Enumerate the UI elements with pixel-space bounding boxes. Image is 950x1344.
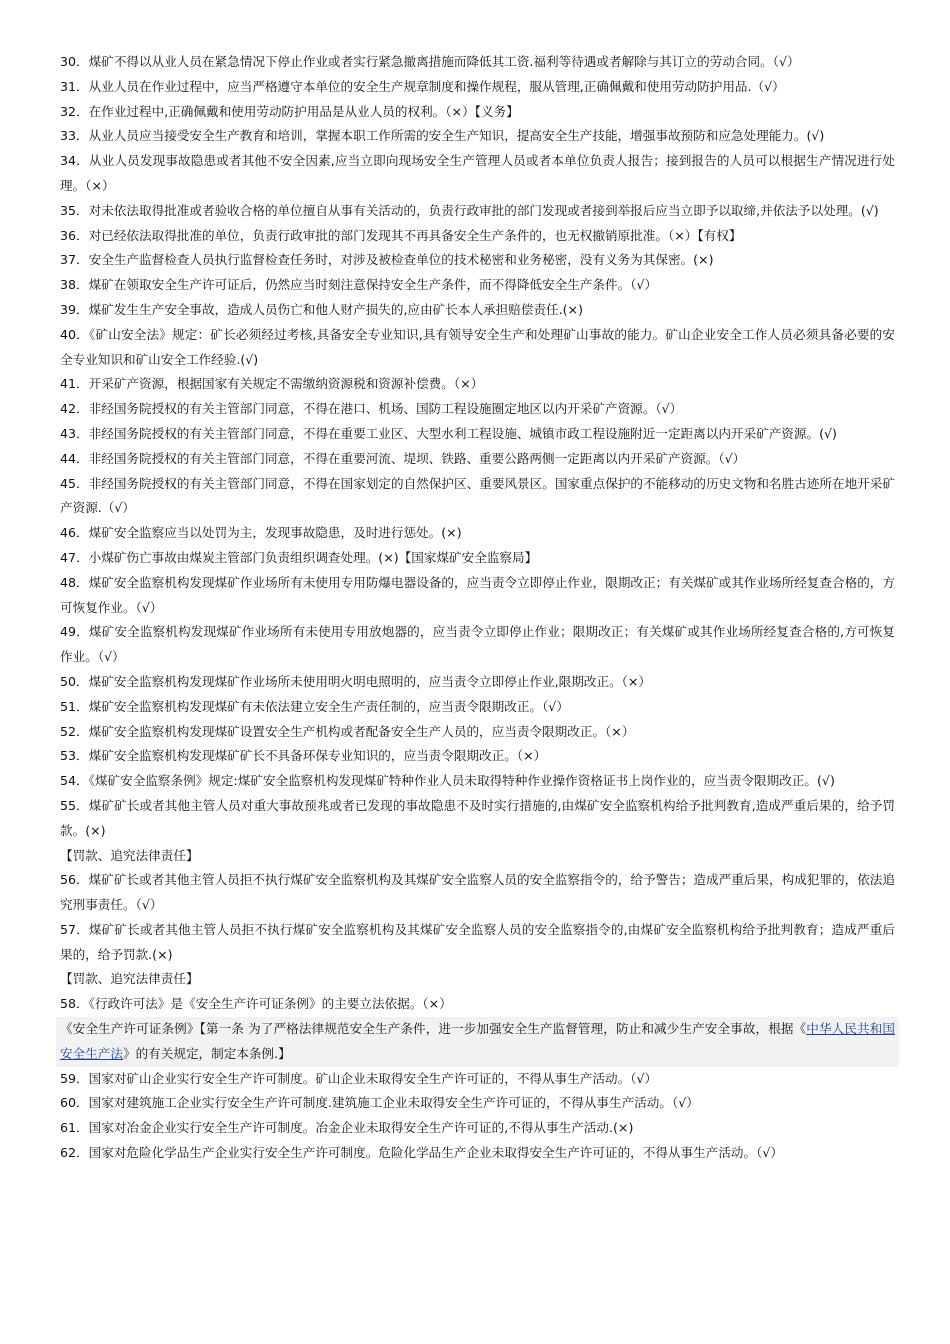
question-text: ．煤矿在领取安全生产许可证后，仍然应当时刻注意保持安全生产条件，而不得降低安全生产条件。（√）: [76, 277, 658, 293]
question-text: ．煤矿不得以从业人员在紧急情况下停止作业或者实行紧急撤离措施而降低其工资.福利等待遇或者解除与其订立的劳动合同。（√）: [76, 54, 800, 69]
question-text: ．《矿山安全法》规定：矿长必须经过考核,具备安全专业知识,具有领导安全生产和处理矿山事故的能力。矿山企业安全工作人员必须具备必要的安全专业知识和矿山安全工作经验.(√): [60, 326, 895, 367]
question-text: ．煤矿矿长或者其他主管人员拒不执行煤矿安全监察机构及其煤矿安全监察人员的安全监察指令的,由煤矿安全监察机构给予批判教育；造成严重后果的，给予罚款.(×): [60, 921, 895, 962]
question-text: ．煤矿安全监察机构发现煤矿设置安全生产机构或者配备安全生产人员的，应当责令限期改正。（×）: [76, 723, 635, 739]
question-list-continued: [60, 1067, 895, 1166]
question-item: [60, 248, 895, 273]
question-item: [60, 670, 895, 695]
question-number: 30: [60, 54, 77, 69]
question-item: [60, 298, 895, 323]
question-item: [60, 1141, 895, 1166]
question-number: 40: [60, 326, 77, 342]
question-text: ．对已经依法取得批准的单位，负责行政审批的部门发现其不再具备安全生产条件的，也无权撤销原批准。（×）【有权】: [76, 227, 742, 243]
question-item: [60, 571, 895, 621]
question-text: ．煤矿安全监察机构发现煤矿矿长不具备环保专业知识的，应当责令限期改正。（×）: [76, 748, 547, 764]
question-item: [60, 199, 895, 224]
question-item: [60, 1116, 895, 1141]
question-number: 51: [60, 698, 77, 714]
question-item: [60, 422, 895, 447]
question-number: 46: [60, 525, 77, 541]
question-text: ．非经国务院授权的有关主管部门同意，不得在重要工业区、大型水利工程设施、城镇市政工程设施附近一定距离以内开采矿产资源。(√): [76, 425, 837, 441]
question-item: [60, 224, 895, 249]
question-item: [60, 992, 895, 1017]
question-number: 38: [60, 277, 77, 293]
question-item: [60, 100, 895, 125]
question-number: 59: [60, 1070, 77, 1086]
question-text: ．国家对矿山企业实行安全生产许可制度。矿山企业未取得安全生产许可证的，不得从事生产活动。（√）: [76, 1070, 658, 1086]
question-item: [60, 769, 895, 794]
question-number: 31: [60, 78, 77, 94]
document-page: [60, 50, 895, 1166]
question-item: [60, 397, 895, 422]
question-text: ．非经国务院授权的有关主管部门同意，不得在国家划定的自然保护区、重要风景区。国家重点保护的不能移动的历史文物和名胜古迹所在地开采矿产资源.（√）: [60, 475, 895, 516]
question-text: ．非经国务院授权的有关主管部门同意，不得在重要河流、堤坝、铁路、重要公路两侧一定距离以内开采矿产资源。（√）: [76, 450, 746, 466]
question-text: ．煤矿安全监察机构发现煤矿作业场所有未使用专用防爆电器设备的，应当责令立即停止作业，限期改正；有关煤矿或其作业场所经复查合格的，方可恢复作业。（√）: [60, 574, 895, 615]
question-number: 52: [60, 723, 77, 739]
note-text-after: 》的有关规定，制定本条例.】: [122, 1045, 291, 1061]
question-number: 50: [60, 673, 77, 689]
question-item: [60, 273, 895, 298]
question-item: [60, 918, 895, 968]
question-text: ．从业人员在作业过程中，应当严格遵守本单位的安全生产规章制度和操作规程，服从管理,正确佩戴和使用劳动防护用品.（√）: [76, 78, 785, 94]
question-number: 43: [60, 425, 77, 441]
question-text: ．对未依法取得批准或者验收合格的单位擅自从事有关活动的，负责行政审批的部门发现或者接到举报后应当立即予以取缔,并依法予以处理。(√): [76, 202, 879, 218]
question-text: ．煤矿安全监察应当以处罚为主，发现事故隐患，及时进行惩处。(×): [76, 525, 462, 541]
question-text: ．从业人员发现事故隐患或者其他不安全因素,应当立即向现场安全生产管理人员或者本单位负责人报告；接到报告的人员可以根据生产情况进行处理。（×）: [60, 153, 895, 193]
question-item: [60, 50, 895, 75]
question-number: 53: [60, 748, 77, 764]
question-item: [60, 521, 895, 546]
question-number: 36: [60, 227, 77, 243]
question-text: ．国家对危险化学品生产企业实行安全生产许可制度。危险化学品生产企业未取得安全生产许可证的，不得从事生产活动。（√）: [76, 1145, 784, 1161]
question-text: ．《煤矿安全监察条例》规定:煤矿安全监察机构发现煤矿特种作业人员未取得特种作业操作资格证书上岗作业的，应当责令限期改正。(√): [76, 773, 835, 789]
question-number: 55: [60, 797, 77, 813]
answer-note: [60, 967, 895, 992]
question-number: 49: [60, 624, 77, 640]
question-item: [60, 447, 895, 472]
question-item: [60, 323, 895, 373]
question-number: 62: [60, 1145, 77, 1161]
question-text: ．《行政许可法》是《安全生产许可证条例》的主要立法依据。（×）: [76, 996, 452, 1012]
question-item: [60, 124, 895, 149]
question-text: ．小煤矿伤亡事故由煤炭主管部门负责组织调查处理。(×)【国家煤矿安全监察局】: [76, 549, 538, 565]
question-text: ．煤矿安全监察机构发现煤矿作业场所未使用明火明电照明的，应当责令立即停止作业,限期改正。（×）: [76, 673, 652, 689]
question-number: 37: [60, 252, 77, 268]
question-number: 58: [60, 996, 77, 1012]
question-number: 44: [60, 450, 77, 466]
question-text: ．非经国务院授权的有关主管部门同意，不得在港口、机场、国防工程设施圈定地区以内开采矿产资源。（√）: [76, 401, 683, 417]
question-number: 57: [60, 921, 77, 937]
question-number: 56: [60, 872, 77, 888]
question-text: ．煤矿安全监察机构发现煤矿有未依法建立安全生产责任制的，应当责令限期改正。（√）: [76, 698, 569, 714]
question-number: 48: [60, 574, 77, 590]
question-item: [60, 472, 895, 522]
law-link[interactable]: 中华人民共和国安全生产法: [60, 1021, 895, 1061]
note-text-before: 《安全生产许可证条例》【第一条 为了严格法律规范安全生产条件，进一步加强安全生产监督管理，防止和减少生产安全事故，根据《: [60, 1021, 807, 1037]
question-number: 41: [60, 376, 77, 392]
answer-note: [60, 844, 895, 869]
answer-note-text: 【罚款、追究法律责任】: [60, 847, 199, 863]
question-item: [60, 620, 895, 670]
question-text: ．安全生产监督检查人员执行监督检查任务时，对涉及被检查单位的技术秘密和业务秘密，没有义务为其保密。(×): [76, 252, 714, 268]
question-number: 33: [60, 128, 77, 144]
question-text: ．从业人员应当接受安全生产教育和培训，掌握本职工作所需的安全生产知识，提高安全生产技能，增强事故预防和应急处理能力。(√): [76, 128, 825, 144]
question-item: [60, 75, 895, 100]
question-number: 60: [60, 1095, 77, 1111]
question-number: 61: [60, 1120, 77, 1136]
question-item: [60, 868, 895, 918]
question-item: [60, 695, 895, 720]
question-text: ．开采矿产资源，根据国家有关规定不需缴纳资源税和资源补偿费。（×）: [76, 376, 484, 392]
question-text: ．煤矿矿长或者其他主管人员对重大事故预兆或者已发现的事故隐患不及时实行措施的,由煤矿安全监察机构给予批判教育,造成严重后果的，给予罚款。(×): [60, 797, 895, 838]
question-number: 32: [60, 103, 77, 119]
answer-note-text: 【罚款、追究法律责任】: [60, 971, 199, 987]
question-number: 42: [60, 401, 77, 417]
question-item: [60, 546, 895, 571]
question-number: 47: [60, 549, 77, 565]
question-number: 39: [60, 301, 77, 317]
question-list: [60, 50, 895, 1017]
question-number: 54: [60, 773, 77, 789]
question-number: 35: [60, 202, 77, 218]
question-number: 45: [60, 475, 77, 491]
question-number: 34: [60, 153, 77, 169]
question-text: ．煤矿矿长或者其他主管人员拒不执行煤矿安全监察机构及其煤矿安全监察人员的安全监察指令的，给予警告；造成严重后果，构成犯罪的，依法追究刑事责任。（√）: [60, 872, 895, 913]
question-text: ．煤矿发生生产安全事故，造成人员伤亡和他人财产损失的,应由矿长本人承担赔偿责任.(×): [76, 301, 583, 317]
question-item: [60, 1067, 895, 1092]
question-item: [60, 744, 895, 769]
regulation-note: [56, 1017, 899, 1067]
question-item: [60, 372, 895, 397]
question-text: ．在作业过程中,正确佩戴和使用劳动防护用品是从业人员的权利。（×）【义务】: [76, 103, 519, 119]
question-item: [60, 149, 895, 199]
question-item: [60, 720, 895, 745]
question-text: ．国家对建筑施工企业实行安全生产许可制度.建筑施工企业未取得安全生产许可证的，不得从事生产活动。（√）: [76, 1095, 699, 1111]
question-text: ．国家对冶金企业实行安全生产许可制度。冶金企业未取得安全生产许可证的,不得从事生产活动.(×): [76, 1120, 634, 1136]
question-item: [60, 794, 895, 844]
question-item: [60, 1091, 895, 1116]
question-text: ．煤矿安全监察机构发现煤矿作业场所有未使用专用放炮器的，应当责令立即停止作业；限期改正；有关煤矿或其作业场所经复查合格的,方可恢复作业。（√）: [60, 624, 895, 665]
